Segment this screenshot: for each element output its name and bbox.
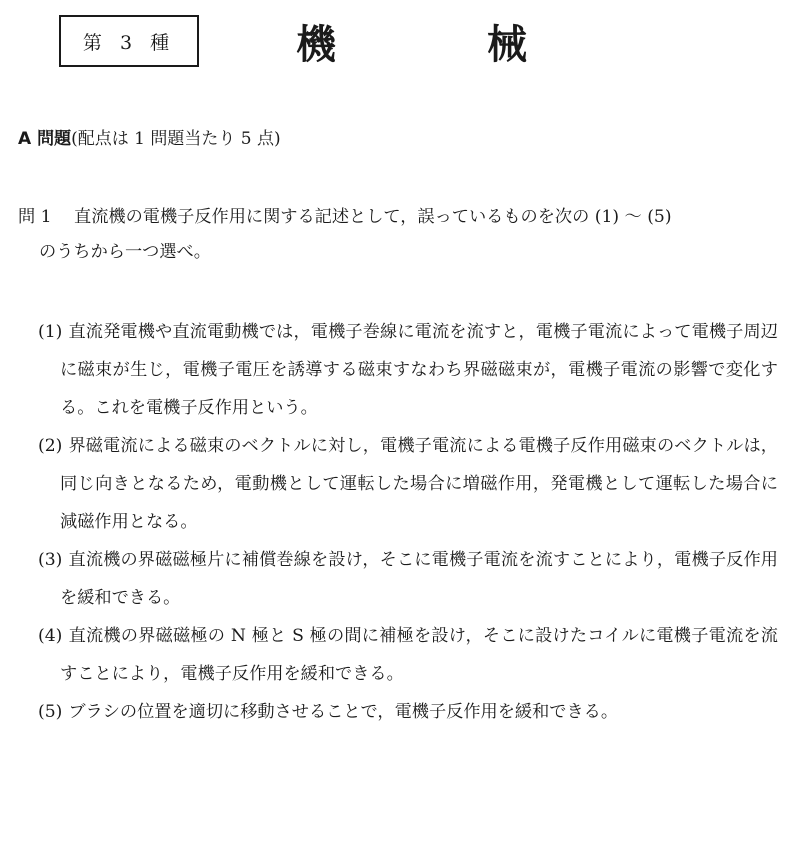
section-heading bbox=[18, 124, 281, 149]
section-note: (配点は 1 問題当たり 5 点) bbox=[71, 129, 281, 149]
exam-grade-box bbox=[59, 15, 199, 67]
choice-3 bbox=[38, 541, 778, 617]
choice-text: 界磁電流による磁束のベクトルに対し，電機子電流による電機子反作用磁束のベクトルは，同じ向きとなるため，電動機として運転した場合に増磁作用，発電機として運転した場合に減磁作用となる。 bbox=[60, 436, 778, 532]
choice-number: (5) bbox=[38, 702, 63, 722]
question-text-1: 直流機の電機子反作用に関する記述として，誤っているものを次の (1) ～ (5) bbox=[74, 207, 672, 227]
question-stem bbox=[18, 200, 778, 270]
choice-text: 直流機の界磁磁極片に補償巻線を設け，そこに電機子電流を流すことにより，電機子反作用を緩和できる。 bbox=[60, 550, 778, 608]
choice-number: (3) bbox=[38, 550, 63, 570]
section-label: A 問題 bbox=[18, 129, 72, 149]
choice-number: (4) bbox=[38, 626, 63, 646]
question-number: 問 1 bbox=[18, 207, 52, 227]
choice-5 bbox=[38, 693, 778, 731]
choice-list bbox=[38, 313, 778, 731]
subject-title-char-1: 機 bbox=[296, 21, 336, 68]
choice-number: (2) bbox=[38, 436, 63, 456]
subject-title-char-2: 械 bbox=[487, 21, 527, 68]
choice-4 bbox=[38, 617, 778, 693]
choice-text: 直流機の界磁磁極の N 極と S 極の間に補極を設け，そこに設けたコイルに電機子電流を流すことにより，電機子反作用を緩和できる。 bbox=[60, 626, 778, 684]
exam-grade-label: 第 3 種 bbox=[82, 31, 176, 54]
choice-1 bbox=[38, 313, 778, 427]
question-line-1 bbox=[18, 200, 778, 235]
question-line-2: のうちから一つ選べ。 bbox=[39, 242, 211, 262]
choice-2 bbox=[38, 427, 778, 541]
choice-text: 直流発電機や直流電動機では，電機子巻線に電流を流すと，電機子電流によって電機子周辺に磁束が生じ，電機子電圧を誘導する磁束すなわち界磁磁束が，電機子電流の影響で変化する。これを電機子反作用という。 bbox=[60, 322, 778, 418]
choice-text: ブラシの位置を適切に移動させることで，電機子反作用を緩和できる。 bbox=[68, 702, 619, 722]
choice-number: (1) bbox=[38, 322, 63, 342]
